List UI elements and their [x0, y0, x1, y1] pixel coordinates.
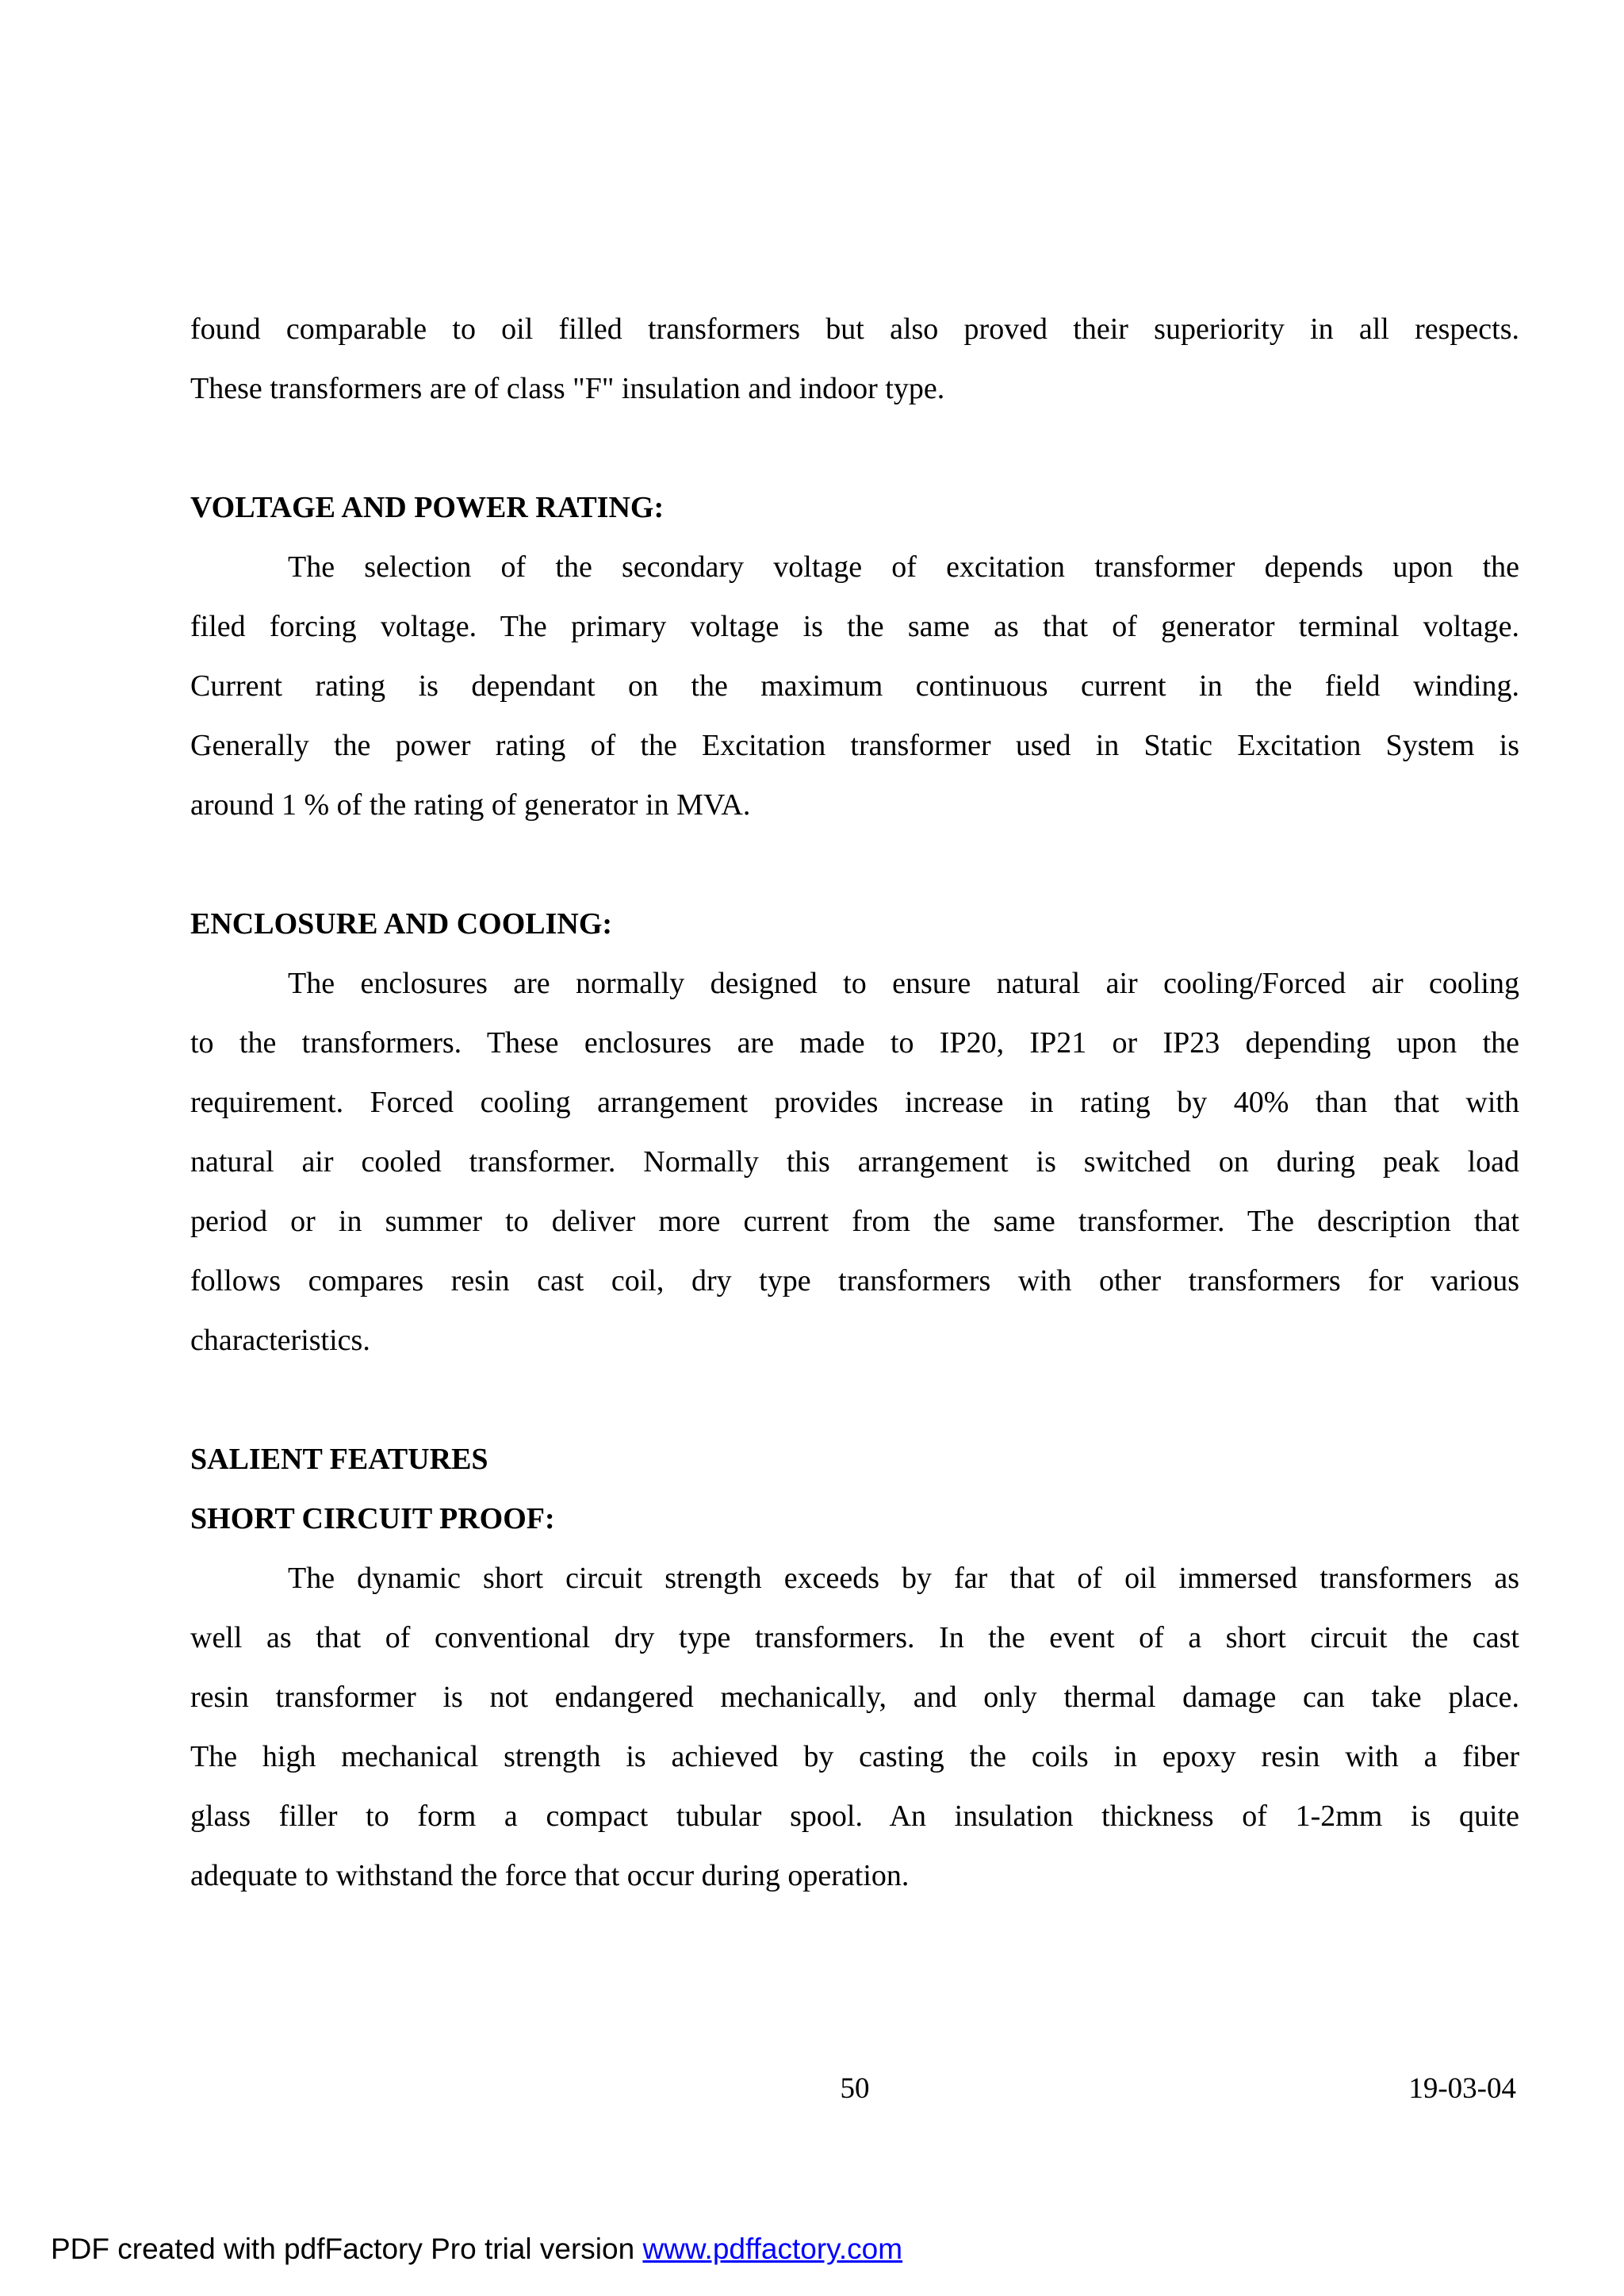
intro-paragraph — [190, 300, 1519, 419]
text-line: to the transformers. These enclosures are made to IP20, IP21 or IP23 depending upon the — [190, 1026, 1519, 1060]
text-line: adequate to withstand the force that occur during operation. — [190, 1859, 910, 1892]
text-line: around 1 % of the rating of generator in MVA. — [190, 788, 751, 822]
pdf-footer — [51, 2230, 1557, 2268]
section-heading-short-circuit-proof: SHORT CIRCUIT PROOF: — [190, 1502, 555, 1535]
section-heading-salient-features: SALIENT FEATURES — [190, 1443, 488, 1476]
section-heading-enclosure-and-cooling: ENCLOSURE AND COOLING: — [190, 907, 613, 941]
text-line: well as that of conventional dry type transformers. In the event of a short circuit the cast — [190, 1621, 1519, 1654]
text-line: glass filler to form a compact tubular spool. An insulation thickness of 1-2mm is quite — [190, 1800, 1519, 1833]
text-line: natural air cooled transformer. Normally this arrangement is switched on during peak load — [190, 1145, 1519, 1179]
text-line: requirement. Forced cooling arrangement provides increase in rating by 40% than that with — [190, 1086, 1519, 1119]
text-line: Generally the power rating of the Excitation transformer used in Static Excitation System is — [190, 729, 1519, 762]
text-line: filed forcing voltage. The primary voltage is the same as that of generator terminal voltage. — [190, 610, 1519, 643]
text-line: The selection of the secondary voltage of excitation transformer depends upon the — [288, 550, 1519, 584]
text-line: The dynamic short circuit strength exceeds by far that of oil immersed transformers as — [288, 1562, 1519, 1595]
text-line: characteristics. — [190, 1324, 370, 1357]
text-line: Current rating is dependant on the maximum continuous current in the field winding. — [190, 669, 1519, 703]
text-line: period or in summer to deliver more current from the same transformer. The description that — [190, 1205, 1519, 1238]
pdf-footer-link[interactable]: www.pdffactory.com — [642, 2233, 903, 2265]
short-circuit-paragraph — [190, 1549, 1519, 1906]
text-line: The high mechanical strength is achieved by casting the coils in epoxy resin with a fiber — [190, 1740, 1519, 1773]
pdf-footer-text: PDF created with pdfFactory Pro trial version — [51, 2233, 643, 2265]
text-line: These transformers are of class "F" insulation and indoor type. — [190, 372, 945, 405]
text-line: resin transformer is not endangered mechanically, and only thermal damage can take place. — [190, 1681, 1519, 1714]
text-line: follows compares resin cast coil, dry type transformers with other transformers for various — [190, 1264, 1519, 1297]
enclosure-cooling-paragraph — [190, 954, 1519, 1370]
page-date: 19-03-04 — [1408, 2072, 1516, 2105]
voltage-rating-paragraph — [190, 538, 1519, 835]
text-line: The enclosures are normally designed to ensure natural air cooling/Forced air cooling — [288, 967, 1519, 1000]
text-line: found comparable to oil filled transformers but also proved their superiority in all respects. — [190, 312, 1519, 346]
page-number: 50 — [840, 2072, 870, 2105]
page-info-row — [190, 2059, 1519, 2118]
section-heading-voltage-and-power-rating: VOLTAGE AND POWER RATING: — [190, 491, 665, 524]
